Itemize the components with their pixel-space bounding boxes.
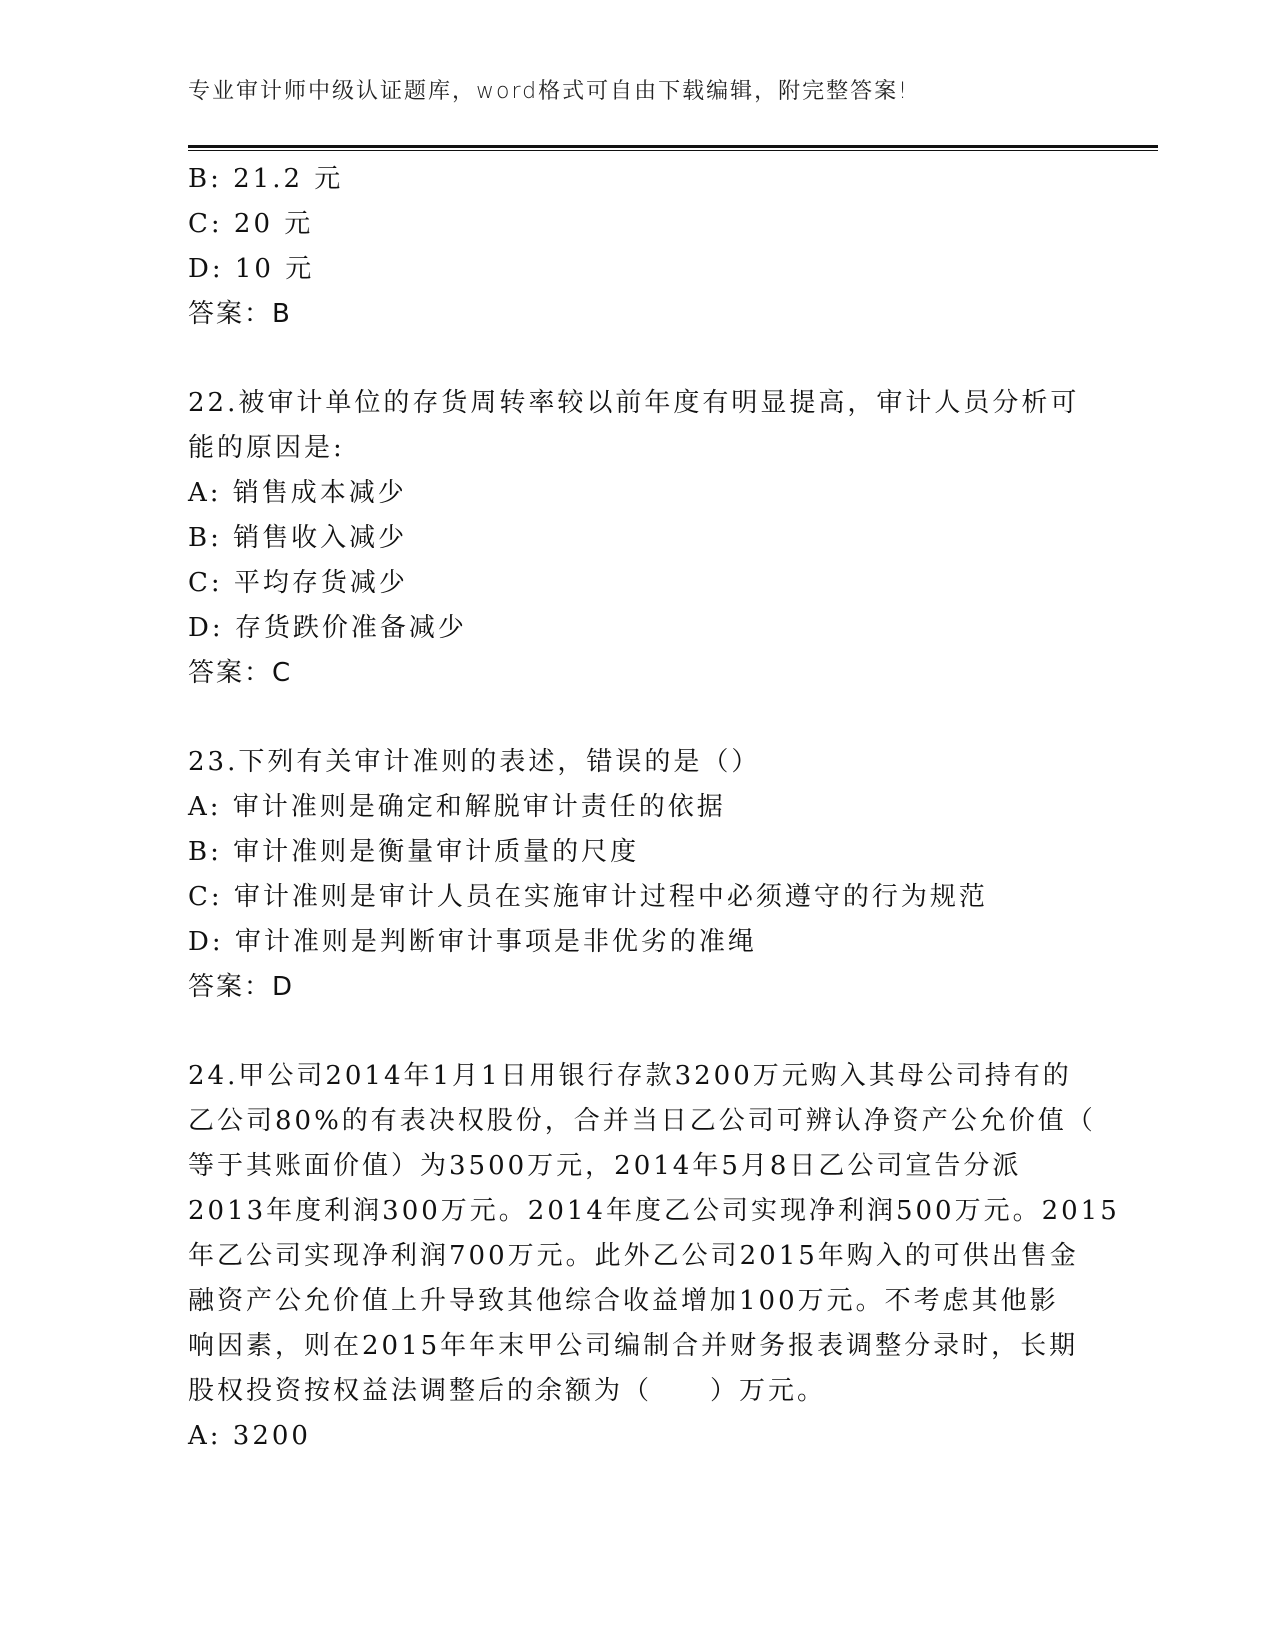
question-stem-line: 乙公司80%的有表决权股份，合并当日乙公司可辨认净资产公允价值（ (188, 1106, 1096, 1136)
spacer (188, 1010, 1088, 1054)
option-b: B: 21.2 元 (188, 164, 344, 194)
question-stem-line: 响因素，则在2015年年末甲公司编制合并财务报表调整分录时，长期 (188, 1331, 1079, 1361)
option-d: D: 存货跌价准备减少 (188, 613, 467, 643)
question-24 (188, 1054, 1120, 1459)
spacer (188, 337, 1088, 381)
question-stem-line: 等于其账面价值）为3500万元，2014年5月8日乙公司宣告分派 (188, 1151, 1022, 1181)
option-a: A: 审计准则是确定和解脱审计责任的依据 (188, 792, 726, 822)
answer: 答案：B (188, 299, 292, 329)
question-stem-line: 23.下列有关审计准则的表述，错误的是（） (188, 747, 761, 777)
option-b: B: 审计准则是衡量审计质量的尺度 (188, 837, 640, 867)
question-stem-line: 24.甲公司2014年1月1日用银行存款3200万元购入其母公司持有的 (188, 1061, 1072, 1091)
question-22 (188, 381, 1088, 696)
question-stem-line: 年乙公司实现净利润700万元。此外乙公司2015年购入的可供出售金 (188, 1241, 1079, 1271)
header-divider (188, 145, 1158, 151)
option-d: D: 10 元 (188, 254, 315, 284)
spacer (188, 696, 1088, 740)
question-stem-line: 2013年度利润300万元。2014年度乙公司实现净利润500万元。2015 (188, 1196, 1120, 1226)
question-21 (188, 157, 1088, 337)
question-stem-line: 融资产公允价值上升导致其他综合收益增加100万元。不考虑其他影 (188, 1286, 1059, 1316)
option-d: D: 审计准则是判断审计事项是非优劣的准绳 (188, 927, 757, 957)
question-stem-line: 股权投资按权益法调整后的余额为（ ）万元。 (188, 1376, 827, 1406)
question-stem-line: 能的原因是: (188, 433, 345, 463)
option-c: C: 审计准则是审计人员在实施审计过程中必须遵守的行为规范 (188, 882, 988, 912)
page-header: 专业审计师中级认证题库，word格式可自由下载编辑，附完整答案! (188, 79, 909, 104)
option-b: B: 销售收入减少 (188, 523, 408, 553)
option-c: C: 平均存货减少 (188, 568, 408, 598)
document-body (188, 157, 1120, 1459)
answer: 答案：C (188, 658, 293, 688)
option-a: A: 3200 (188, 1421, 311, 1451)
option-c: C: 20 元 (188, 209, 314, 239)
question-stem-line: 22.被审计单位的存货周转率较以前年度有明显提高，审计人员分析可 (188, 388, 1080, 418)
question-23 (188, 740, 1088, 1010)
answer: 答案：D (188, 972, 295, 1002)
option-a: A: 销售成本减少 (188, 478, 407, 508)
